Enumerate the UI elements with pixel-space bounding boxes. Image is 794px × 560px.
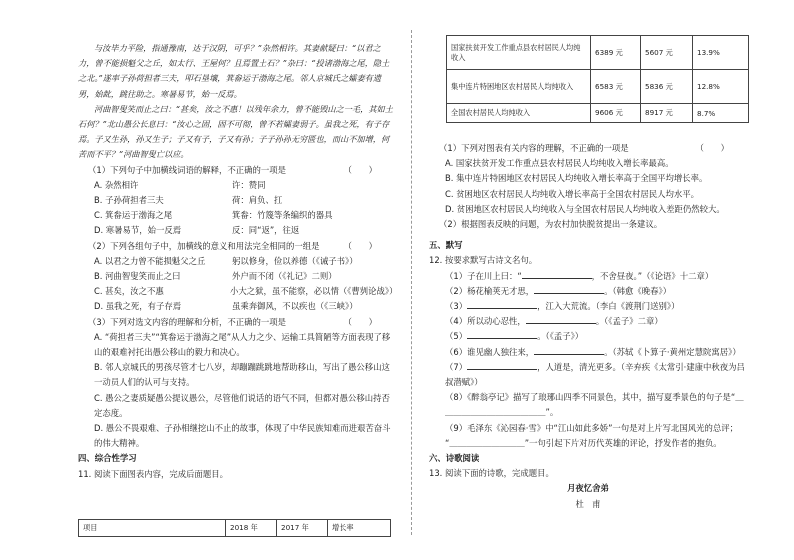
answer-paren: （ ） <box>343 240 377 251</box>
table-cell: 国家扶贫开发工作重点县农村居民人均纯收入 <box>447 36 591 70</box>
table-cell: 全国农村居民人均纯收入 <box>447 104 591 123</box>
answer-blank <box>467 299 537 309</box>
passage-paragraph-2: 河曲智叟笑而止之曰：“甚矣，汝之不惠！以残年余力，曾不能毁山之一毛，其如土石何？”北山愚公长息曰：“汝心之固，固不可彻，曾不若孀妻弱子。虽我之死，有子存焉。子又生孙，孙又生子；子又有子，子又有孙；子子孙孙无穷匮也，而山不加增，何苦而不平？”河曲智叟亡以应。 <box>78 103 393 160</box>
section-4-heading: 四、综合性学习 <box>78 453 137 464</box>
table-row <box>447 70 749 104</box>
option-row <box>94 284 398 299</box>
option-explanation: 箕畚：竹篾等条编织的器具 <box>232 210 333 221</box>
option-sentence: A. 以君之力曾不能损魁父之丘 <box>94 255 206 266</box>
dictation-prefix: （6）谁见幽人独往来， <box>445 346 535 357</box>
passage-paragraph-1: 与汝毕力平险，指通豫南，达于汉阴，可乎？”杂然相许。其妻献疑曰：“以君之力，曾不能损魁父之丘，如太行、王屋何？且焉置土石？”杂曰：“投诸渤海之尾，隐土之北。”遂率子孙荷担者三夫，叩石垦壤，箕畚运于渤海之尾。邻人京城氏之孀妻有遗男，始龀，跳往助之。寒暑易节，始一反焉。 <box>78 43 390 99</box>
option-sentence: C. 甚矣，汝之不惠 <box>94 286 164 297</box>
dictation-item <box>445 360 747 390</box>
dictation-prefix: （3） <box>445 301 468 312</box>
option-explanation: 躬以修身，俭以养德（《诫子书》） <box>232 255 358 266</box>
income-table-continued <box>446 35 749 123</box>
dictation-item-9-cont: “＿＿＿＿＿＿＿＿＿”一句引起下片对历代英雄的评论，抒发作者的抱负。 <box>445 437 722 448</box>
answer-paren: （ ） <box>695 143 729 153</box>
option-row: A. 国家扶贫开发工作重点县农村居民人均纯收入增长率最高。 <box>445 158 674 169</box>
question-3-stem <box>78 315 395 330</box>
dictation-item-8: （8）《醉翁亭记》描写了琅琊山四季不同景色，其中，描写夏季景色的句子是“＿＿＿＿＿＿＿＿＿＿＿＿＿”。 <box>445 392 744 418</box>
dictation-prefix: （7） <box>445 361 468 372</box>
dictation-suffix: 。（《孟子》） <box>537 331 584 342</box>
option-row <box>94 254 395 269</box>
option-row <box>94 223 395 238</box>
question-11-1-options <box>429 156 747 217</box>
dictation-item <box>445 314 747 329</box>
dictation-suffix: ，不舍昼夜。”（《论语》十二章） <box>591 270 714 281</box>
section-6-heading: 六、诗歌阅读 <box>429 453 480 464</box>
question-3-text: （3）下列对选文内容的理解和分析，不正确的一项是 <box>88 316 286 327</box>
table-header-cell: 2018 年 <box>226 520 277 537</box>
dictation-item <box>445 269 747 284</box>
question-1-text: （1）下列句子中加横线词语的解释，不正确的一项是 <box>88 164 286 175</box>
dictation-suffix: 。（《孟子》二章） <box>595 316 663 327</box>
table-row <box>447 104 749 123</box>
poem-author: 杜 甫 <box>575 498 601 509</box>
dictation-item <box>445 329 747 344</box>
table-cell: 12.8% <box>693 70 749 104</box>
question-11-1-text: （1）下列对图表有关内容的理解，不正确的一项是 <box>439 143 629 153</box>
question-1-stem <box>78 163 395 178</box>
dictation-prefix: （2）杨花榆荚无才思， <box>445 285 535 296</box>
option-sentence: D. 寒暑易节，始一反焉 <box>94 225 182 236</box>
question-13-stem: 13. 阅读下面的诗歌，完成题目。 <box>429 468 554 479</box>
option-sentence: B. 子孙荷担者三夫 <box>94 195 164 206</box>
question-11-2: （2）根据图表反映的问题，为农村加快脱贫提出一条建议。 <box>439 219 663 230</box>
option-row: C. 愚公之妻质疑愚公提议愚公，尽管他们说话的语气不同，但都对愚公移山持否定态度。 <box>94 392 390 418</box>
answer-paren: （ ） <box>343 164 377 175</box>
option-explanation: 虽乘奔御风，不以疾也（《三峡》） <box>232 301 358 312</box>
question-2-options <box>78 254 398 315</box>
income-table-header <box>78 519 391 537</box>
dictation-item <box>445 345 747 360</box>
question-3-options <box>78 330 395 452</box>
option-explanation: 荷：肩负、扛 <box>232 195 283 206</box>
table-header-cell: 项目 <box>79 520 226 537</box>
answer-blank <box>534 345 604 355</box>
option-row: A. “荷担者三夫”“箕畚运于渤海之尾”从人力之少、运输工具简陋等方面表现了移山的艰难衬托出愚公移山的毅力和决心。 <box>94 331 391 358</box>
table-cell: 5836 元 <box>641 70 693 104</box>
option-row: D. 贫困地区农村居民人均纯收入与全国农村居民人均纯收入差距仍然较大。 <box>445 203 725 214</box>
section-5-heading: 五、默写 <box>429 240 463 251</box>
option-sentence: C. 箕畚运于渤海之尾 <box>94 210 173 221</box>
option-row <box>94 299 395 314</box>
table-cell: 13.9% <box>693 36 749 70</box>
option-row <box>94 193 395 208</box>
answer-blank <box>467 360 537 370</box>
dictation-suffix: 。（韩愈《晚春》） <box>604 285 672 296</box>
option-sentence: B. 河曲智叟笑而止之曰 <box>94 271 181 282</box>
table-cell: 8.7% <box>693 104 749 123</box>
dictation-suffix: ，人道是，清光更多。（辛弃疾《太常引·建康中秋夜为吕叔潜赋》） <box>445 361 745 388</box>
answer-blank <box>526 314 596 324</box>
dictation-prefix: （4）所以动心忍性， <box>445 316 526 327</box>
option-row: B. 集中连片特困地区农村居民人均纯收入增长率高于全国平均增长率。 <box>445 173 708 184</box>
table-header-cell: 2017 年 <box>277 520 328 537</box>
dictation-prefix: （5） <box>445 331 468 342</box>
option-row: B. 邻人京城氏的男孩尽管才七八岁，却蹦蹦跳跳地帮助移山，写出了愚公移山这一动员人们的认可与支持。 <box>94 362 390 388</box>
option-explanation: 反：同“返”，往返 <box>232 225 300 236</box>
poem-title: 月夜忆舍弟 <box>567 483 609 494</box>
question-11-stem: 11. 阅读下面图表内容，完成后面题目。 <box>78 468 228 479</box>
column-divider <box>411 30 412 535</box>
dictation-prefix: （1）子在川上曰：“ <box>445 270 522 281</box>
question-2-text: （2）下列各组句子中，加横线的意义和用法完全相同的一组是 <box>88 240 320 251</box>
option-row <box>94 178 395 193</box>
table-cell: 9606 元 <box>591 104 641 123</box>
question-11-1-stem <box>429 141 747 156</box>
dictation-suffix: ，江入大荒流。（李白《渡荆门送别》） <box>537 301 680 312</box>
table-cell: 6389 元 <box>591 36 641 70</box>
table-cell: 6583 元 <box>591 70 641 104</box>
question-1-options <box>78 178 395 239</box>
dictation-item <box>445 284 747 299</box>
dictation-item <box>445 299 747 314</box>
option-explanation: 许：赞同 <box>232 179 266 190</box>
table-row <box>447 36 749 70</box>
table-cell: 集中连片特困地区农村居民人均纯收入 <box>447 70 591 104</box>
right-column <box>429 141 747 512</box>
left-column <box>78 41 398 482</box>
dictation-item-9: （9）毛泽东《沁园春·雪》中“江山如此多娇”一句是对上片写北国风光的总评； <box>445 422 739 433</box>
question-2-stem <box>78 239 395 254</box>
option-row <box>94 208 395 223</box>
dictation-list <box>429 269 747 391</box>
dictation-suffix: 。（苏轼《卜算子·黄州定慧院寓居》） <box>604 346 741 357</box>
answer-blank <box>534 284 604 294</box>
option-row: C. 贫困地区农村居民人均纯收入增长率高于全国农村居民人均水平。 <box>445 188 700 199</box>
table-header-cell: 增长率 <box>328 520 391 537</box>
question-12-stem: 12. 按要求默写古诗文名句。 <box>429 255 538 266</box>
option-explanation: 小大之狱，虽不能察，必以情（《曹刿论战》） <box>229 286 398 297</box>
option-sentence: A. 杂然相许 <box>94 179 139 190</box>
answer-blank <box>522 269 592 279</box>
table-cell: 8917 元 <box>641 104 693 123</box>
option-row <box>94 269 395 284</box>
table-cell: 5607 元 <box>641 36 693 70</box>
option-explanation: 外户而不闭（《礼记》二则） <box>232 271 337 282</box>
option-row: D. 愚公不畏艰难、子孙相继挖山不止的故事，体现了中华民族知难而进艰苦奋斗的伟大精神。 <box>94 423 391 449</box>
answer-blank <box>467 329 537 339</box>
answer-paren: （ ） <box>343 316 377 327</box>
option-sentence: D. 虽我之死，有子存焉 <box>94 301 182 312</box>
